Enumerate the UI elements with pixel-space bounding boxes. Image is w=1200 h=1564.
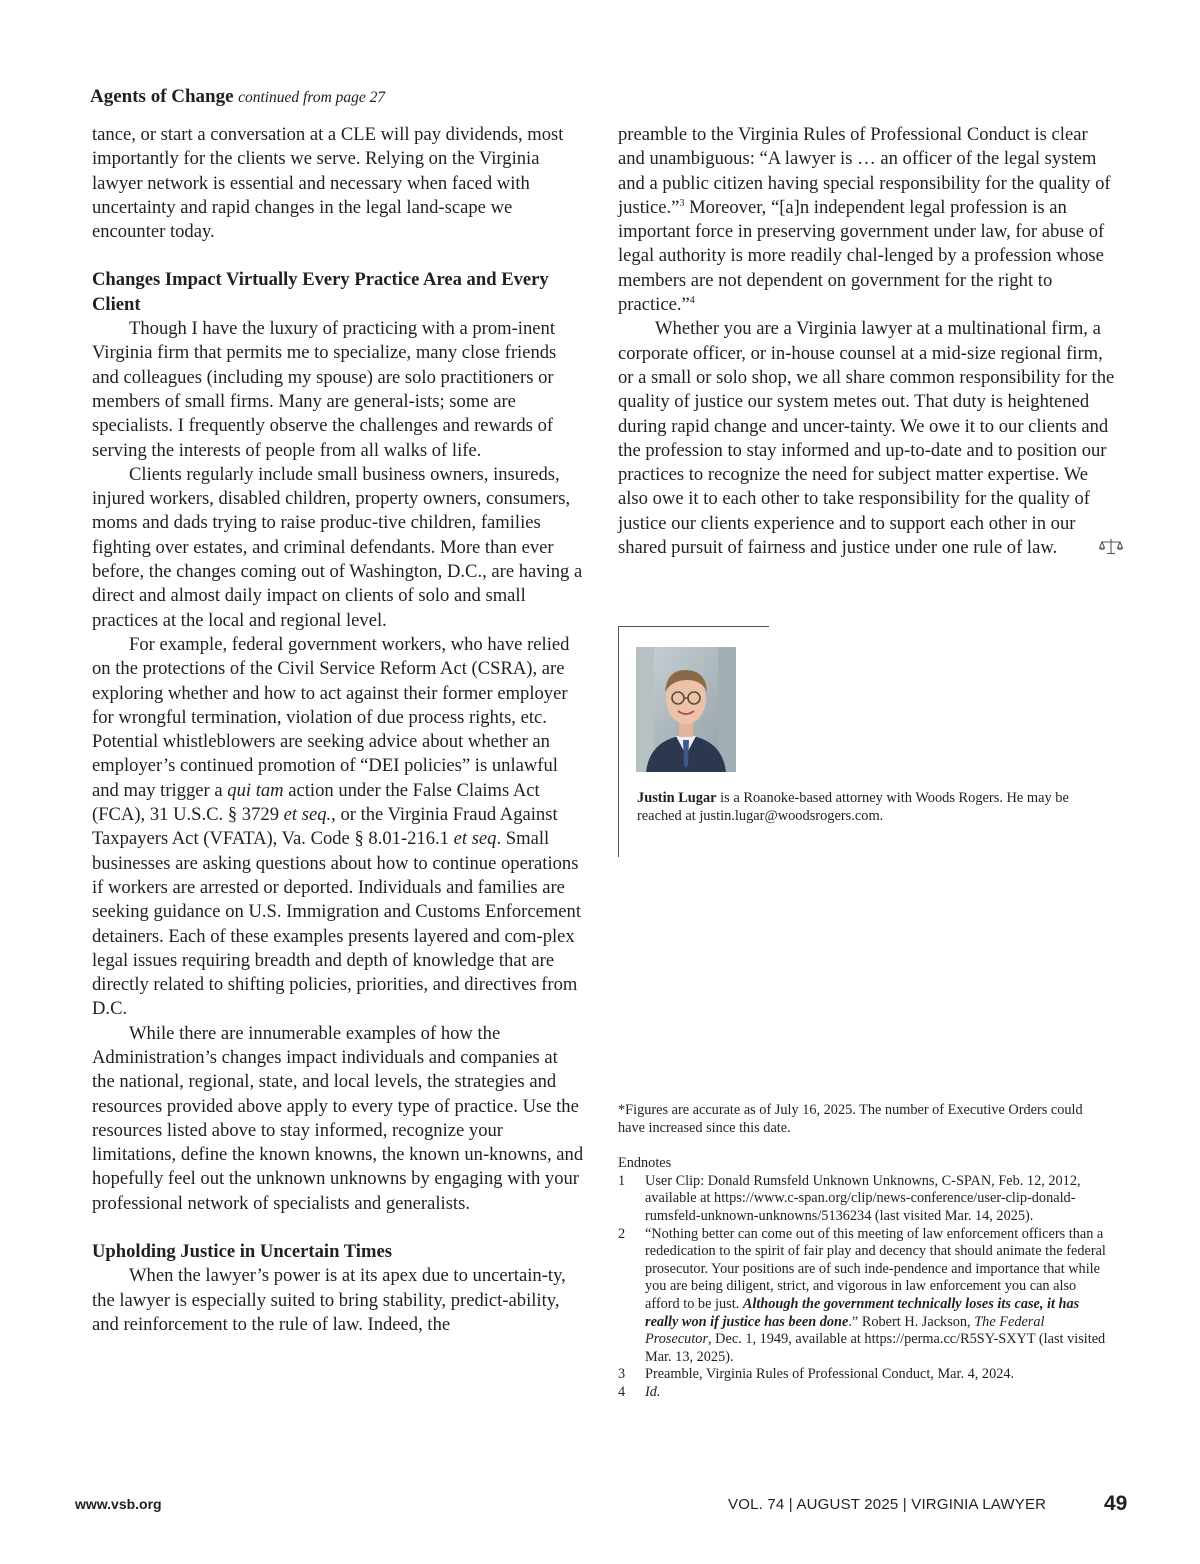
paragraph: Whether you are a Virginia lawyer at a multinational firm, a corporate officer, or in-house counsel at a mid-size regional firm, or a small or solo shop, we all share common responsibility for the quality of justice our system metes out. That duty is heightened during rapid change and uncer-tainty. We owe it to our clients and the profession to stay informed and up-to-date and to position our practices to recognize the need for subject matter expertise. We also owe it to each other to take responsibility for the quality of justice our clients experience and to support each other in our shared pursuit of fairness and justice under one rule of law. [618, 317, 1118, 560]
figures-note: *Figures are accurate as of July 16, 2025. The number of Executive Orders could have increased since this date. [618, 1102, 1083, 1136]
running-head [90, 86, 385, 108]
endnote-ref: 4 [689, 295, 695, 307]
paragraph: While there are innumerable examples of how the Administration’s changes impact individuals and companies at the national, regional, state, and local levels, the strategies and resources provided above apply to every type of practice. Use the resources listed above to stay informed, recognize your limitations, define the known knowns, the known un-knowns, and hopefully feel out the unknown unknowns by engaging with your professional network of specialists and generalists. [92, 1022, 584, 1214]
paragraph: tance, or start a conversation at a CLE will pay dividends, most importantly for the clients we serve. Relying on the Virginia lawyer network is essential and necessary when faced with uncertainty and rapid changes in the legal land-scape we encounter today. [92, 124, 564, 243]
endnote: 3 Preamble, Virginia Rules of Professional Conduct, Mar. 4, 2024. [618, 1366, 1015, 1383]
section-heading: Upholding Justice in Uncertain Times [92, 1241, 392, 1263]
paragraph: Though I have the luxury of practicing with a prom-inent Virginia firm that permits me to specialize, many close friends and colleagues (including my spouse) are solo practitioners or members of small firms. Many are general-ists; some are specialists. I frequently observe the challenges and rewards of serving the interests of people from all walks of life. [92, 318, 557, 461]
endnote: 2 “Nothing better can come out of this meeting of law enforcement officers than a rededication to the spirit of fair play and decency that should animate the federal prosecutor. Your positions are of such inde-pendence and importance that while you are being diligent, strict, and vigorous in law enforcement you can also afford to be just. Although the government technically loses its case, it has really won if justice has been done.” Robert H. Jackson, The Federal Prosecutor, Dec. 1, 1949, available at https://perma.cc/R5SY-SXYT (last visited Mar. 13, 2025). [618, 1225, 1106, 1365]
right-column [618, 123, 1118, 560]
paragraph: When the lawyer’s power is at its apex due to uncertain-ty, the lawyer is especially suited to bring stability, predict-ability, and reinforcement to the rule of law. Indeed, the [92, 1265, 566, 1335]
endnote: 4 Id. [618, 1383, 661, 1400]
scales-of-justice-icon [1062, 537, 1086, 555]
section-heading: Changes Impact Virtually Every Practice Area and Every Client [92, 269, 549, 315]
author-photo [636, 647, 736, 772]
paragraph: For example, federal government workers, who have relied on the protections of the Civil Service Reform Act (CSRA), are exploring whether and how to act against their former employer for wrongful termination, violation of due process rights, etc. Potential whistleblowers are seeking advice about whether an employer’s continued promotion of “DEI policies” is unlawful and may trigger a qui tam action under the False Claims Act (FCA), 31 U.S.C. § 3729 et seq., or the Virginia Fraud Against Taxpayers Act (VFATA), Va. Code § 8.01-216.1 et seq. Small businesses are asking questions about how to continue operations if workers are arrested or deported. Individuals and families are seeking guidance on U.S. Immigration and Customs Enforcement detainers. Each of these examples presents layered and com-plex legal issues requiring breadth and depth of knowledge that are directly related to shifting policies, priorities, and directives from D.C. [92, 633, 582, 1020]
paragraph: Clients regularly include small business owners, insureds, injured workers, disabled children, property owners, consumers, moms and dads trying to raise produc-tive children, families fighting over estates, and criminal defendants. More than ever before, the changes coming out of Washington, D.C., are having a direct and almost daily impact on clients of solo and small practices at the local and regional level. [92, 463, 583, 631]
notes-section [618, 1102, 1110, 1402]
article-title: Agents of Change [90, 86, 234, 107]
endnote: 1 User Clip: Donald Rumsfeld Unknown Unknowns, C-SPAN, Feb. 12, 2012, available at https://www.c-span.org/clip/news-conference/user-clip-donald-rumsfeld-unknown-unknowns/5136234 (last visited Mar. 14, 2025). [618, 1172, 1081, 1224]
author-bio-box [618, 626, 1079, 857]
author-bio: Justin Lugar is a Roanoke-based attorney with Woods Rogers. He may be reached at justin.lugar@woodsrogers.com. [637, 790, 1069, 824]
endnotes-heading: Endnotes [618, 1155, 672, 1172]
endnote-ref: 3 [679, 197, 685, 209]
left-column [92, 123, 584, 1337]
page-number: 49 [1104, 1492, 1128, 1515]
page-footer [0, 1494, 1200, 1518]
paragraph: preamble to the Virginia Rules of Professional Conduct is clear and unambiguous: “A lawyer is … an officer of the legal system and a public citizen having special responsibility for the quality of justice.”$^3$ Moreover, “[a]n independent legal profession is an important force in preserving government under law, for abuse of legal authority is more readily chal-lenged by a profession whose members are not dependent on government for the right to practice.”$^4$ [618, 124, 1111, 316]
endnotes-list [618, 1173, 1110, 1402]
continued-note: continued from page 27 [238, 89, 386, 106]
footer-website-link[interactable]: www.vsb.org [75, 1496, 162, 1512]
footer-issue: VOL. 74 | AUGUST 2025 | VIRGINIA LAWYER [728, 1496, 1047, 1513]
author-name: Justin Lugar [637, 790, 717, 806]
